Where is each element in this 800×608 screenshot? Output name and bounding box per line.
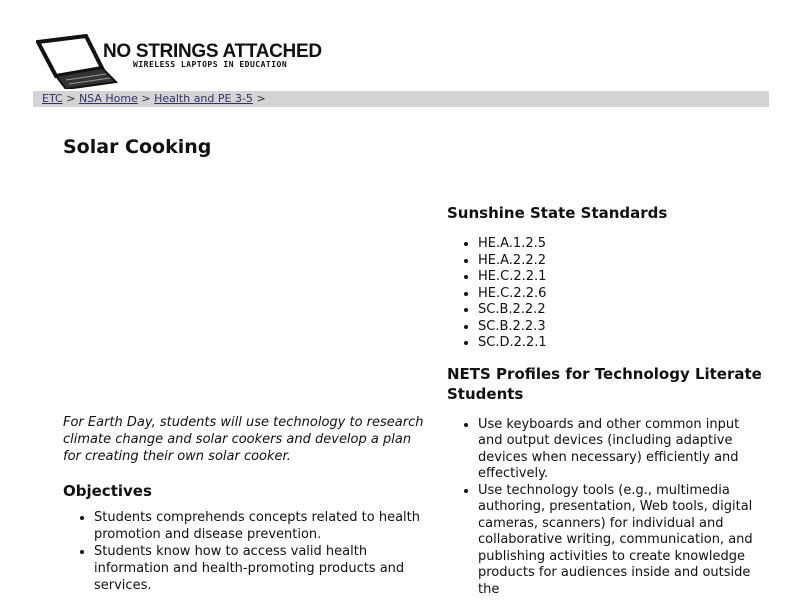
list-item: • SC.B.2.2.3 xyxy=(478,319,767,336)
breadcrumb-sep: > xyxy=(141,92,151,105)
list-item: • Use keyboards and other common input and output devices (including adaptive devices when necessary) efficiently and effectively. xyxy=(478,417,767,483)
breadcrumb xyxy=(33,91,769,107)
objectives-list xyxy=(63,509,433,594)
list-item: • Use technology tools (e.g., multimedia authoring, presentation, Web tools, digital cameras, scanners) for individual and collaborative writing, communication, and publishing activities to create knowledge products for audiences inside and outside the xyxy=(478,483,767,599)
logo-subtitle: WIRELESS LAPTOPS IN EDUCATION xyxy=(133,60,288,69)
nets-heading: NETS Profiles for Technology Literate Students xyxy=(447,364,762,403)
breadcrumb-nsa-home[interactable]: NSA Home xyxy=(78,92,138,105)
page-title: Solar Cooking xyxy=(63,136,212,158)
nets-list xyxy=(447,417,767,599)
list-item: • SC.D.2.2.1 xyxy=(478,335,767,352)
breadcrumb-health-pe[interactable]: Health and PE 3-5 xyxy=(154,92,253,105)
logo-title: NO STRINGS ATTACHED xyxy=(103,41,322,62)
list-item: • HE.C.2.2.1 xyxy=(478,269,767,286)
list-item: • Students know how to access valid health information and health-promoting products and services. xyxy=(94,543,433,594)
list-item: • HE.C.2.2.6 xyxy=(478,286,767,303)
breadcrumb-etc[interactable]: ETC xyxy=(42,92,63,105)
standards-list xyxy=(447,236,767,352)
list-item: • HE.A.1.2.5 xyxy=(478,236,767,253)
breadcrumb-sep: > xyxy=(66,92,76,105)
list-item: • HE.A.2.2.2 xyxy=(478,253,767,270)
standards-heading: Sunshine State Standards xyxy=(447,204,668,222)
objectives-heading: Objectives xyxy=(63,482,152,500)
sidebar-column xyxy=(447,203,767,608)
list-item: • SC.B.2.2.2 xyxy=(478,302,767,319)
main-column xyxy=(63,414,433,604)
intro-text: For Earth Day, students will use technology to research climate change and solar cookers and develop a plan for creating their own solar cooker. xyxy=(63,415,424,464)
breadcrumb-sep: > xyxy=(256,92,266,105)
list-item: • Students comprehends concepts related to health promotion and disease prevention. xyxy=(94,509,433,543)
